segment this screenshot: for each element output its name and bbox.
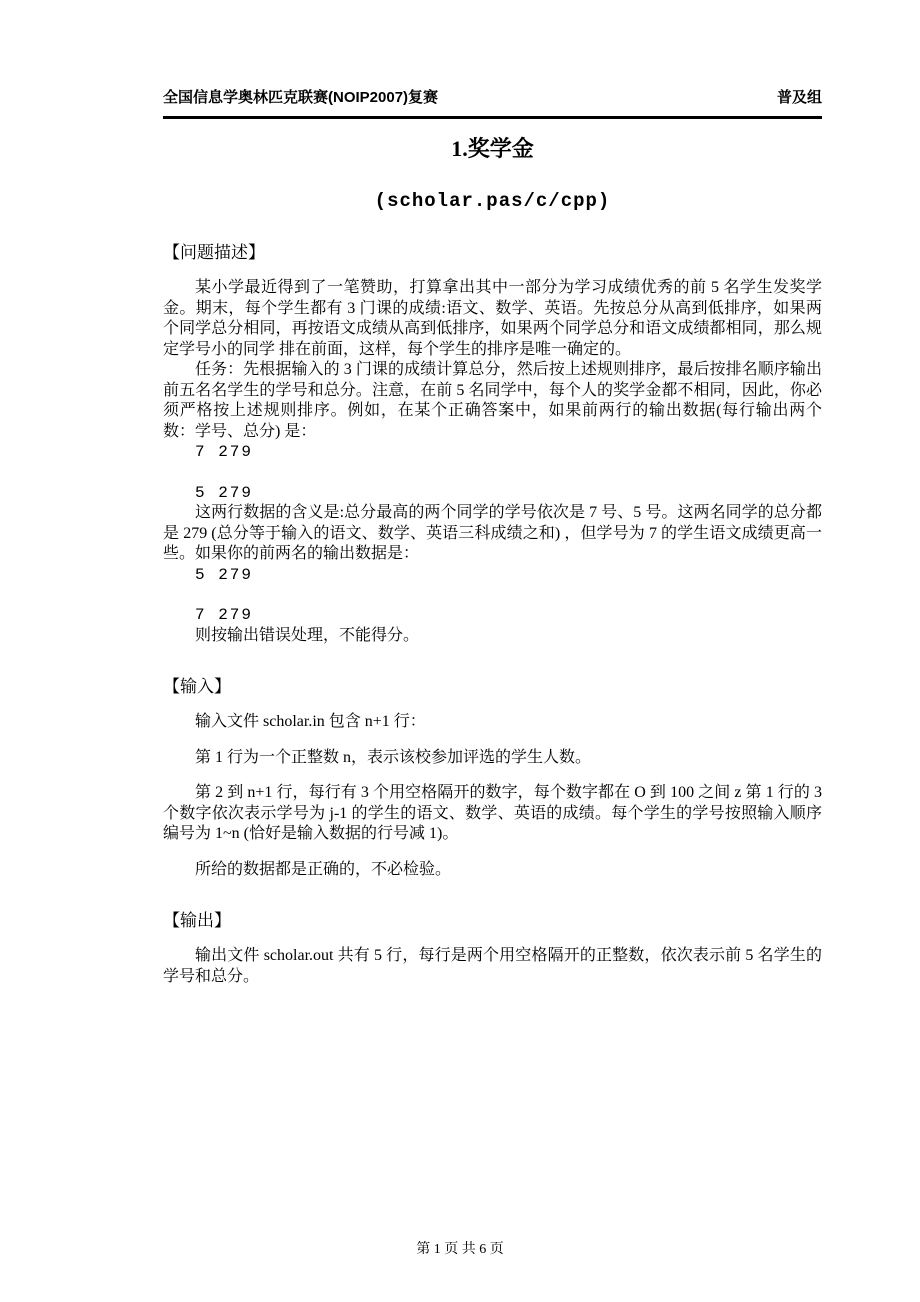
paragraph-problem-1: 某小学最近得到了一笔赞助，打算拿出其中一部分为学习成绩优秀的前 5 名学生发奖学金。期末，每个学生都有 3 门课的成绩:语文、数学、英语。先按总分从高到低排序，如果两个同学总分相同，再按语文成绩从高到低排序，如果两个同学总分和语文成绩都相同，那么规定学号小的同学 排在前面，这样，每个学生的排序是唯一确定的。 <box>163 279 822 358</box>
sample-output-line: 5 279 <box>195 483 254 502</box>
sample-output-line: 5 279 <box>195 565 254 584</box>
paragraph-input-validity: 所给的数据都是正确的，不必检验。 <box>195 860 452 878</box>
section-problem-description <box>163 238 822 646</box>
header-contest-name: 全国信息学奥林匹克联赛(NOIP2007)复赛 <box>163 89 439 106</box>
problem-title: 1.奖学金 <box>451 136 534 161</box>
paragraph-input-lines: 第 2 到 n+1 行，每行有 3 个用空格隔开的数字，每个数字都在 O 到 100 之间 z 第 1 行的 3 个数字依次表示学号为 j-1 的学生的语文、数学、英语的成绩。每个学生的学号按照输入顺序编号为 1~n (恰好是输入数据的行号减 1)。 <box>163 784 822 842</box>
problem-filename: (scholar.pas/c/cpp) <box>374 190 611 212</box>
page-number-footer: 第 1 页 共 6 页 <box>416 1242 504 1257</box>
section-output <box>163 906 822 987</box>
paragraph-problem-wrong-note: 则按输出错误处理，不能得分。 <box>195 626 420 644</box>
paragraph-problem-task: 任务：先根据输入的 3 门课的成绩计算总分，然后按上述规则排序，最后按排名顺序输出前五名名学生的学号和总分。注意，在前 5 名同学中，每个人的奖学金都不相同，因此，你必须严格按上述规则排序。例如，在某个正确答案中，如果前两行的输出数据(每行输出两个数：学号、总分) 是： <box>163 361 822 440</box>
paragraph-input-file: 输入文件 scholar.in 包含 n+1 行： <box>195 713 426 730</box>
section-heading-input: 【输入】 <box>163 677 231 696</box>
page-header <box>163 86 822 107</box>
header-rule <box>163 116 822 119</box>
paragraph-problem-explanation: 这两行数据的含义是:总分最高的两个同学的学号依次是 7 号、5 号。这两名同学的总分都是 279 (总分等于输入的语文、数学、英语三科成绩之和) ，但学号为 7 的学生语文成绩更高一些。如果你的前两名的输出数据是： <box>163 504 822 562</box>
sample-output-line: 7 279 <box>195 606 254 624</box>
paragraph-output-file: 输出文件 scholar.out 共有 5 行，每行是两个用空格隔开的正整数，依次表示前 5 名学生的学号和总分。 <box>163 947 822 985</box>
paragraph-input-line1: 第 1 行为一个正整数 n，表示该校参加评选的学生人数。 <box>195 748 592 766</box>
section-heading-problem: 【问题描述】 <box>163 243 265 262</box>
header-division-label: 普及组 <box>776 89 822 106</box>
sample-output-line: 7 279 <box>195 443 254 461</box>
section-input <box>163 672 822 880</box>
section-heading-output: 【输出】 <box>163 911 231 930</box>
